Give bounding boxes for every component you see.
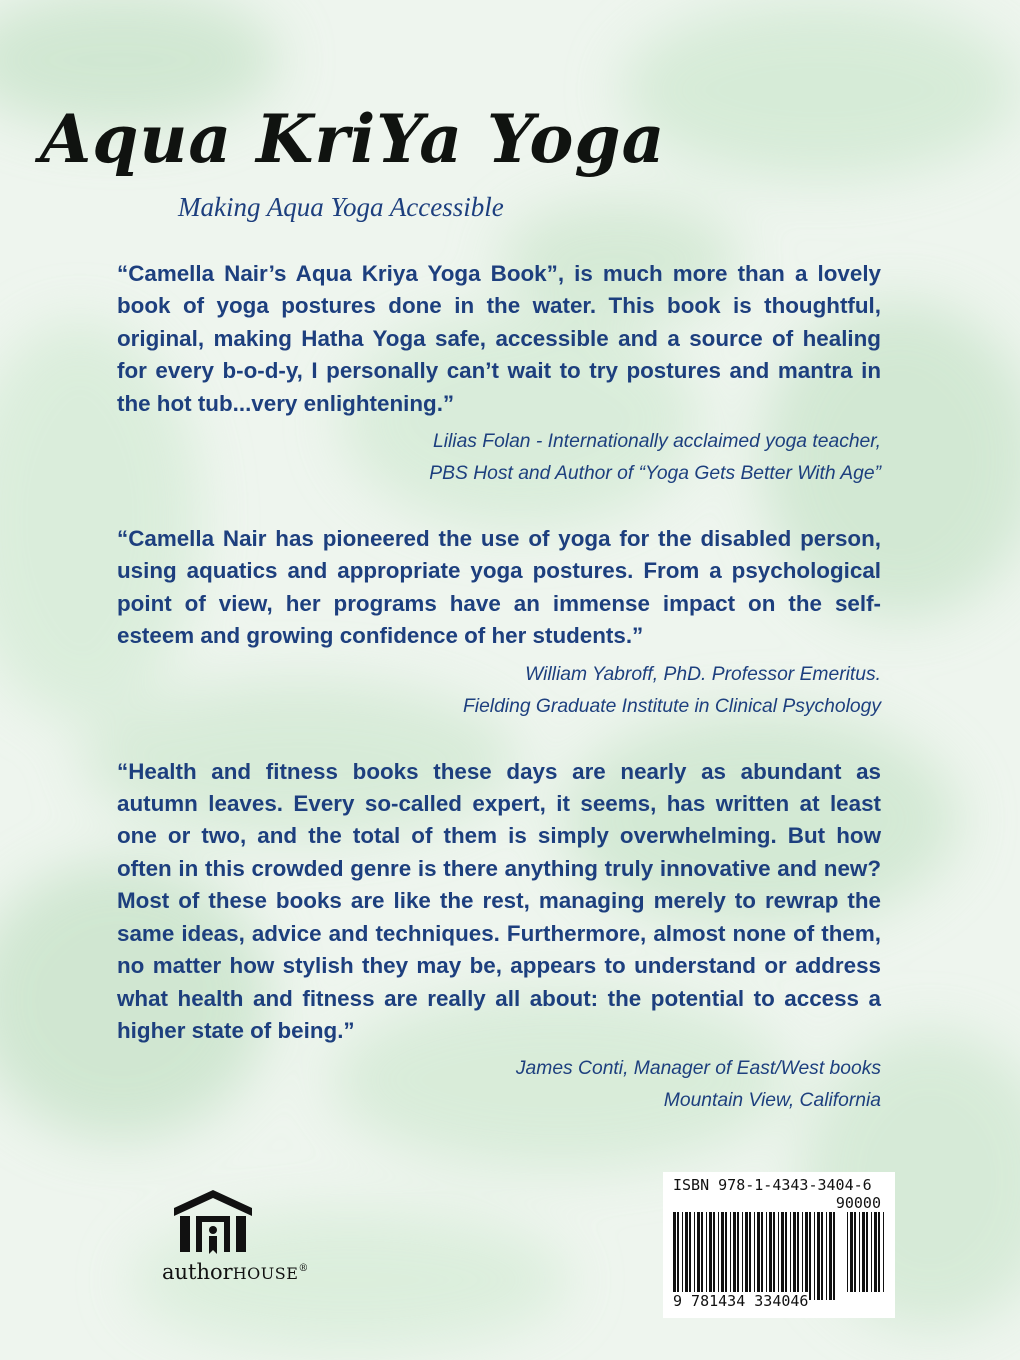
barcode-bar xyxy=(878,1212,880,1292)
barcode-bar xyxy=(754,1212,755,1300)
barcode-bar xyxy=(742,1212,743,1300)
attribution-line: William Yabroff, PhD. Professor Emeritus. xyxy=(525,663,881,685)
barcode-bar xyxy=(721,1212,724,1300)
barcode-bar xyxy=(677,1212,679,1300)
barcode-bar xyxy=(725,1212,727,1300)
barcode-bar xyxy=(769,1212,772,1300)
review-quote: “Health and fitness books these days are nearly as abundant as autumn leaves. Every so-called expert, it seems, has written at least one or two, and the total of them is simply overwhelming. But how often in this crowded genre is there anything truly innovative and new? Most of these books are like the rest, managing merely to rewrap the same ideas, advice and techniques. Furthermore, almost none of them, no matter how stylish they may be, appears to understand or address what health and fitness are really all about: the potential to access a higher state of being.” xyxy=(117,758,881,1043)
barcode-bar xyxy=(829,1212,832,1300)
barcode-bar xyxy=(673,1212,676,1300)
barcode-digits: 9 781434 334046 xyxy=(673,1292,809,1310)
review-quote: “Camella Nair’s Aqua Kriya Yoga Book”, is much more than a lovely book of yoga postures done in the water. This book is thoughtful, original, making Hatha Yoga safe, accessible and a source of healing for every b-o-d-y, I personally can’t wait to try postures and mantra in the hot tub...very enlightening.” xyxy=(117,261,881,416)
publisher-name xyxy=(162,1260,312,1284)
publisher-logo xyxy=(162,1186,312,1284)
barcode-bar xyxy=(814,1212,815,1300)
barcode-bar xyxy=(766,1212,767,1300)
barcode-bar xyxy=(859,1212,860,1292)
isbn-barcode xyxy=(663,1172,895,1318)
barcode-bar xyxy=(847,1212,848,1292)
barcode-bar xyxy=(773,1212,775,1300)
barcode-bar xyxy=(871,1212,872,1292)
attribution-line: James Conti, Manager of East/West books xyxy=(515,1058,881,1080)
publisher-name-upper: HOUSE xyxy=(232,1264,299,1283)
barcode-bar xyxy=(805,1212,808,1300)
book-subtitle: Making Aqua Yoga Accessible xyxy=(178,192,504,222)
barcode-bar xyxy=(797,1212,799,1300)
review-quote: “Camella Nair has pioneered the use of yoga for the disabled person, using aquatics and appropriate yoga postures. From a psychological point of view, her programs have an immense impact on the self-esteem and growing confidence of her students.” xyxy=(117,526,881,649)
barcode-bar xyxy=(697,1212,700,1300)
authorhouse-logo-icon xyxy=(170,1186,256,1256)
review-james-conti xyxy=(117,756,881,1118)
attribution-line: Fielding Graduate Institute in Clinical Psychology xyxy=(463,695,881,717)
barcode-bar xyxy=(757,1212,760,1300)
barcode-bar xyxy=(685,1212,688,1300)
barcode-bar xyxy=(706,1212,707,1300)
barcode-bar xyxy=(790,1212,791,1300)
review-attribution xyxy=(117,1053,881,1117)
barcode-bar xyxy=(817,1212,820,1300)
attribution-line: Lilias Folan - Internationally acclaimed yoga teacher, xyxy=(433,431,881,453)
reviews-section xyxy=(117,258,881,1150)
barcode-bar xyxy=(862,1212,865,1292)
barcode-bar xyxy=(793,1212,796,1300)
barcode-bar xyxy=(821,1212,823,1300)
trademark-symbol: ® xyxy=(298,1263,309,1274)
barcode-bar xyxy=(874,1212,877,1292)
review-william-yabroff xyxy=(117,523,881,723)
barcode-bar xyxy=(802,1212,803,1300)
barcode-bar xyxy=(781,1212,784,1300)
barcode-bar xyxy=(826,1212,827,1300)
attribution-line: PBS Host and Author of “Yoga Gets Better With Age” xyxy=(429,463,881,485)
barcode-bar xyxy=(749,1212,751,1300)
barcode-bar xyxy=(761,1212,763,1300)
ean-barcode-bars xyxy=(673,1212,839,1300)
barcode-bar xyxy=(745,1212,748,1300)
barcode-bar xyxy=(689,1212,691,1300)
barcode-bar xyxy=(709,1212,712,1300)
barcode-bar xyxy=(737,1212,739,1300)
addon-barcode-bars xyxy=(847,1212,887,1292)
barcode-bar xyxy=(682,1212,683,1300)
barcode-bar xyxy=(866,1212,868,1292)
isbn-number: ISBN 978-1-4343-3404-6 xyxy=(673,1176,872,1194)
barcode-bar xyxy=(833,1212,835,1300)
barcode-bar xyxy=(694,1212,695,1300)
barcode-bar xyxy=(854,1212,856,1292)
barcode-bar xyxy=(883,1212,884,1292)
book-title: Aqua KriYa Yoga xyxy=(40,100,666,178)
barcode-bar xyxy=(850,1212,853,1292)
barcode-bar xyxy=(718,1212,719,1300)
review-lilias-folan xyxy=(117,258,881,490)
price-code: 90000 xyxy=(835,1194,881,1212)
barcode-bar xyxy=(713,1212,715,1300)
barcode-bar xyxy=(778,1212,779,1300)
barcode-bar xyxy=(701,1212,703,1300)
review-attribution xyxy=(117,426,881,490)
review-attribution xyxy=(117,659,881,723)
publisher-name-lower: author xyxy=(162,1260,233,1284)
attribution-line: Mountain View, California xyxy=(663,1090,881,1112)
barcode-bar xyxy=(809,1212,811,1300)
barcode-bar xyxy=(730,1212,731,1300)
barcode-bar xyxy=(733,1212,736,1300)
barcode-bar xyxy=(785,1212,787,1300)
